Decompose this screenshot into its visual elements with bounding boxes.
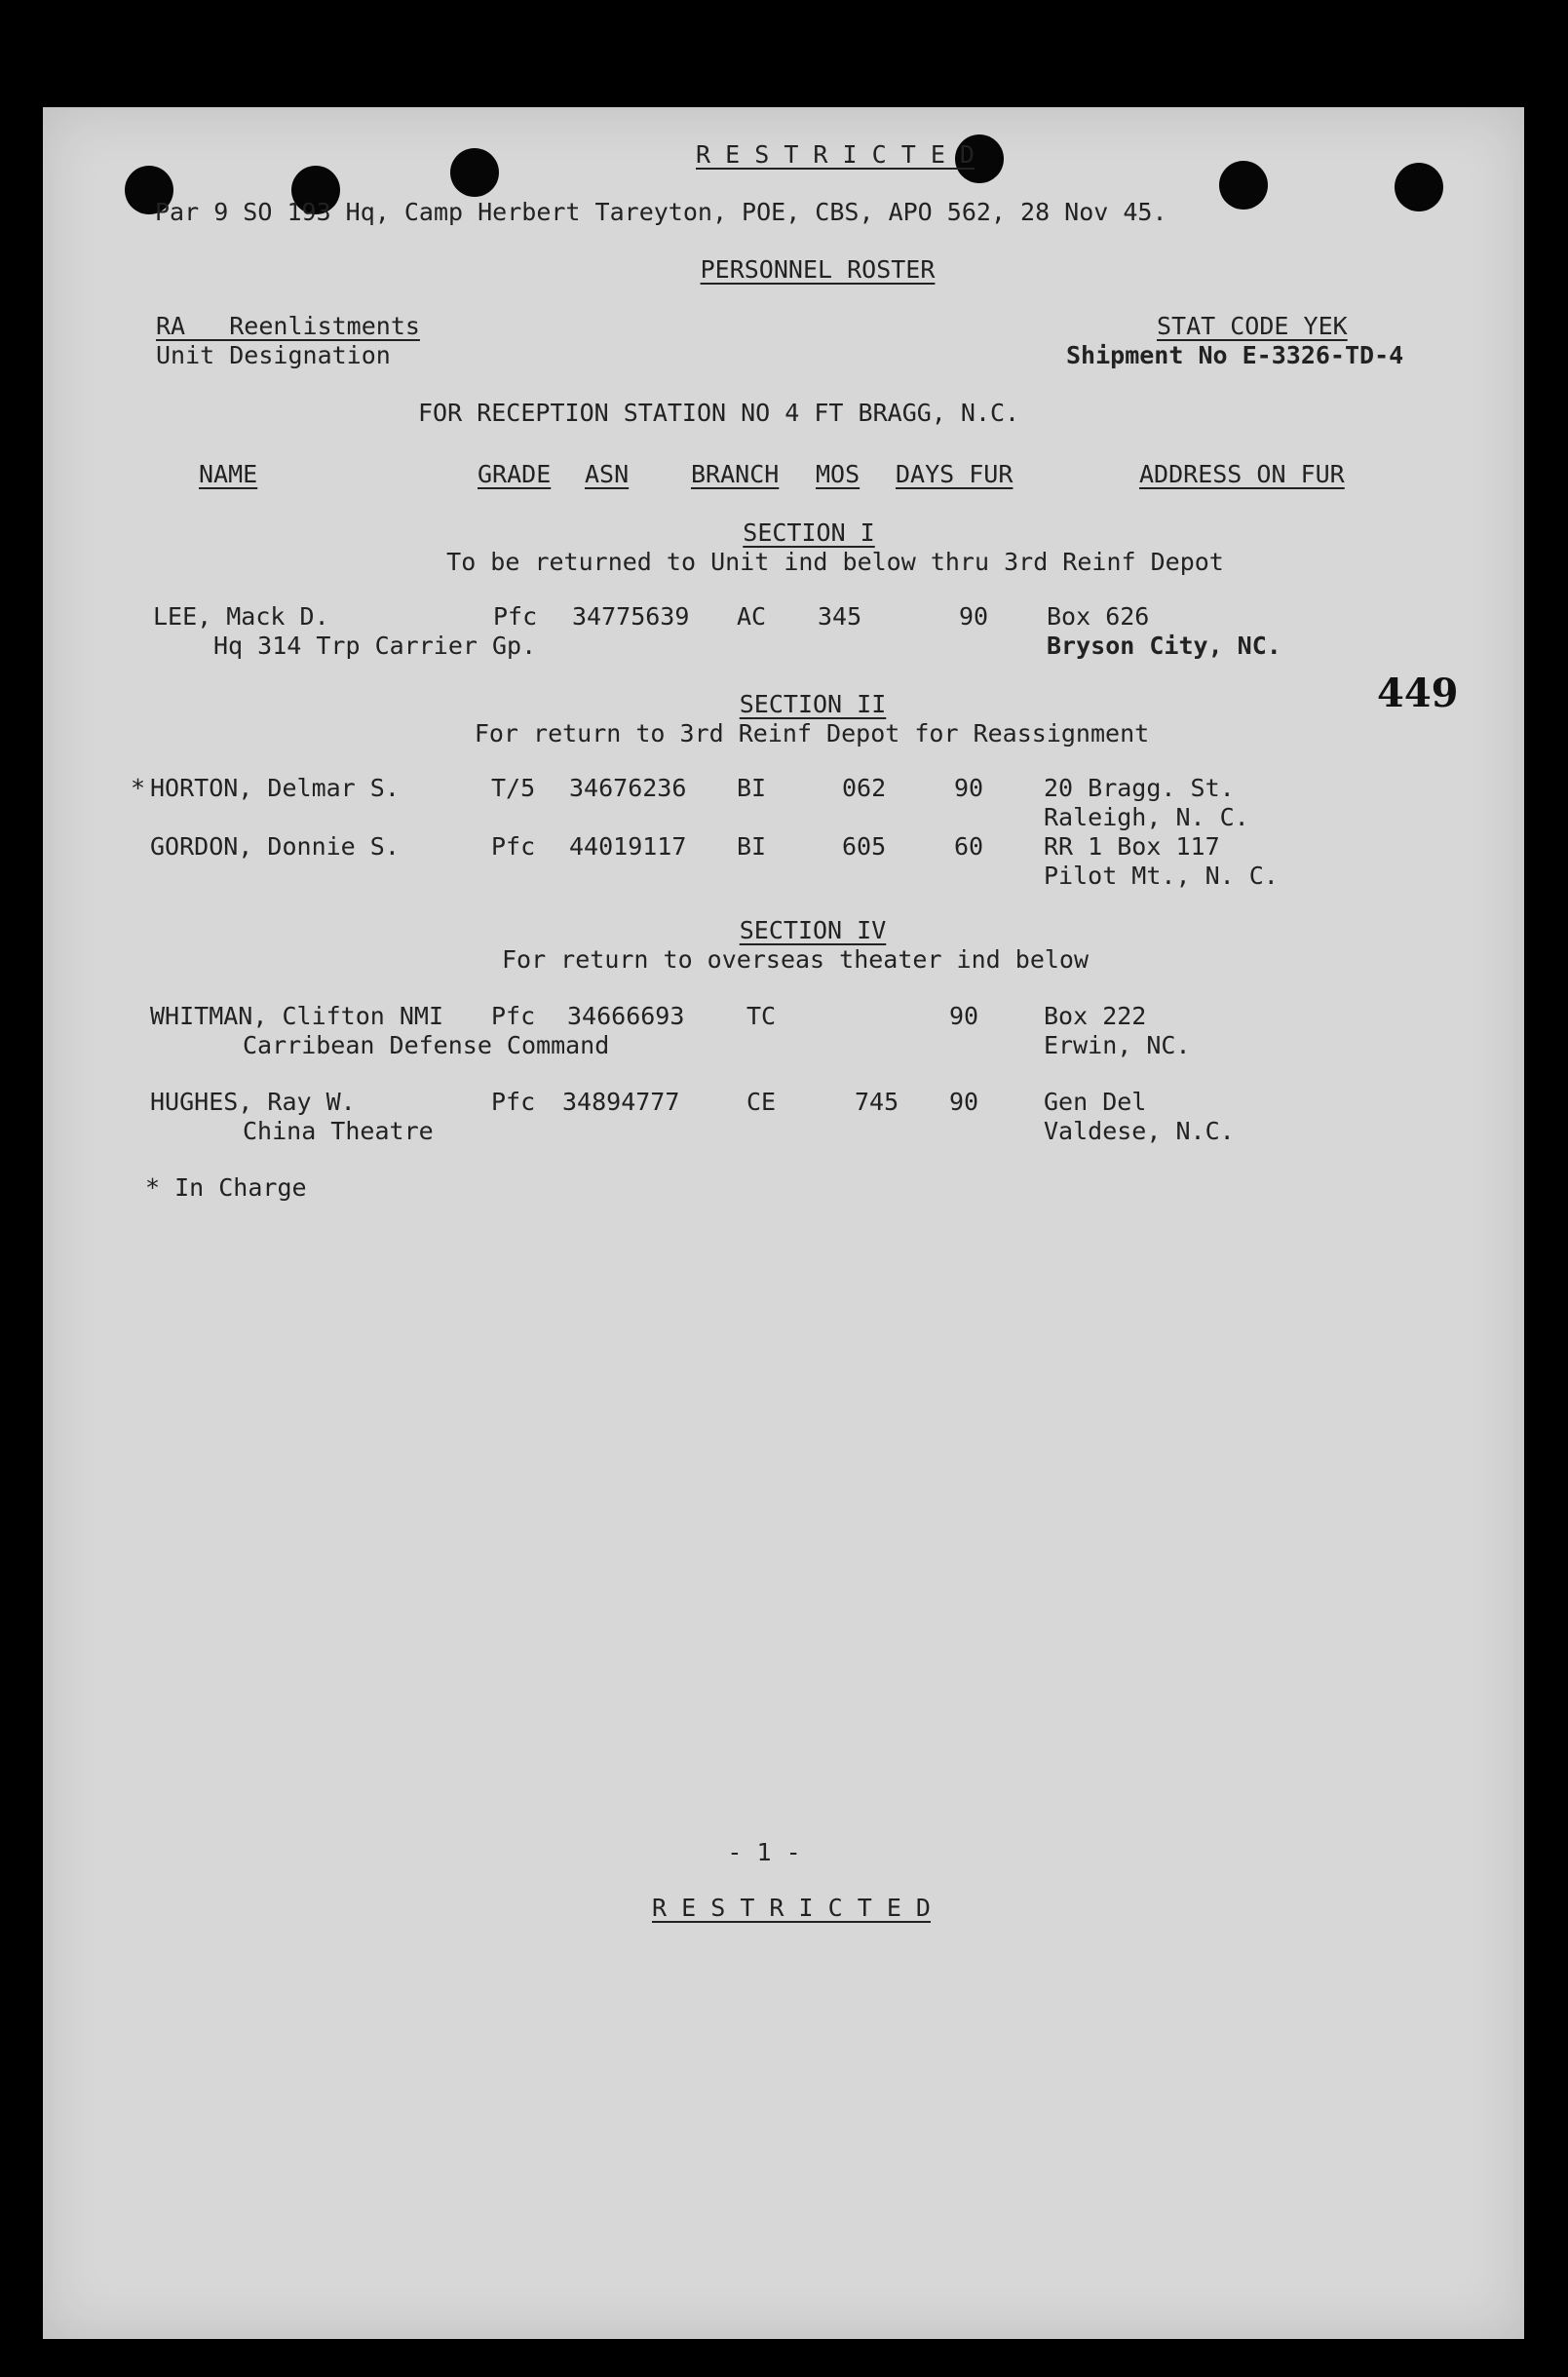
row-grade: Pfc [493, 602, 538, 631]
row-days: 90 [954, 774, 984, 802]
row-address-1: 20 Bragg. St. [1044, 774, 1235, 802]
section-title: SECTION II [739, 690, 887, 718]
reception-station: FOR RECEPTION STATION NO 4 FT BRAGG, N.C. [418, 399, 1020, 427]
row-asn: 34775639 [572, 602, 690, 631]
row-grade: Pfc [491, 832, 536, 861]
section-subtitle: To be returned to Unit ind below thru 3rd Reinf Depot [446, 548, 1224, 576]
col-days-fur: DAYS FUR [896, 460, 1013, 488]
roster-title: PERSONNEL ROSTER [700, 255, 936, 284]
row-grade: Pfc [491, 1002, 536, 1030]
row-asn: 34676236 [569, 774, 687, 802]
row-branch: BI [737, 832, 767, 861]
row-address-1: Box 222 [1044, 1002, 1147, 1030]
section-title: SECTION I [743, 518, 875, 547]
section-subtitle: For return to overseas theater ind below [501, 945, 1090, 974]
col-name: NAME [199, 460, 258, 488]
in-charge-mark: * [131, 774, 146, 802]
section-title: SECTION IV [739, 916, 887, 944]
row-unit: Hq 314 Trp Carrier Gp. [213, 632, 537, 660]
row-unit: Carribean Defense Command [243, 1031, 610, 1059]
row-name: GORDON, Donnie S. [150, 832, 400, 861]
row-days: 60 [954, 832, 984, 861]
col-mos: MOS [816, 460, 860, 488]
shipment-number: Shipment No E-3326-TD-4 [1066, 341, 1404, 369]
row-branch: TC [746, 1002, 777, 1030]
row-unit: China Theatre [243, 1117, 434, 1145]
row-branch: AC [737, 602, 767, 631]
restricted-footer: R E S T R I C T E D [652, 1894, 931, 1922]
col-branch: BRANCH [691, 460, 780, 488]
row-name: HUGHES, Ray W. [150, 1088, 356, 1116]
section-subtitle: For return to 3rd Reinf Depot for Reassignment [474, 719, 1150, 748]
row-mos: 345 [818, 602, 862, 631]
punch-hole [1219, 161, 1268, 210]
stat-code: STAT CODE YEK [1157, 312, 1348, 340]
row-grade: Pfc [491, 1088, 536, 1116]
row-name: WHITMAN, Clifton NMI [150, 1002, 444, 1030]
row-name: LEE, Mack D. [153, 602, 329, 631]
row-branch: CE [746, 1088, 777, 1116]
row-asn: 34894777 [562, 1088, 680, 1116]
page-number: - 1 - [727, 1838, 801, 1866]
row-branch: BI [737, 774, 767, 802]
row-mos: 745 [855, 1088, 899, 1116]
row-days: 90 [949, 1002, 979, 1030]
row-days: 90 [959, 602, 989, 631]
row-asn: 34666693 [567, 1002, 685, 1030]
punch-hole [1395, 163, 1443, 211]
restricted-header: R E S T R I C T E D [696, 140, 975, 169]
row-address-2: Valdese, N.C. [1044, 1117, 1235, 1145]
col-grade: GRADE [478, 460, 552, 488]
order-citation: Par 9 SO 193 Hq, Camp Herbert Tareyton, POE, CBS, APO 562, 28 Nov 45. [155, 198, 1167, 226]
row-name: HORTON, Delmar S. [150, 774, 400, 802]
row-grade: T/5 [491, 774, 536, 802]
row-address-2: Pilot Mt., N. C. [1044, 862, 1279, 890]
row-address-2: Raleigh, N. C. [1044, 803, 1249, 831]
row-address-1: Box 626 [1047, 602, 1150, 631]
unit-designation: RA Reenlistments [156, 312, 420, 340]
row-asn: 44019117 [569, 832, 687, 861]
unit-designation-label: Unit Designation [156, 341, 391, 369]
row-address-2: Bryson City, NC. [1047, 632, 1281, 660]
col-asn: ASN [585, 460, 630, 488]
document-page [43, 107, 1524, 2339]
col-address: ADDRESS ON FUR [1139, 460, 1345, 488]
row-mos: 605 [842, 832, 887, 861]
row-mos: 062 [842, 774, 887, 802]
punch-hole [450, 148, 499, 197]
page-stamp-number: 449 [1377, 671, 1459, 716]
row-address-2: Erwin, NC. [1044, 1031, 1191, 1059]
row-address-1: Gen Del [1044, 1088, 1147, 1116]
row-days: 90 [949, 1088, 979, 1116]
row-address-1: RR 1 Box 117 [1044, 832, 1220, 861]
in-charge-footnote: * In Charge [145, 1173, 307, 1202]
